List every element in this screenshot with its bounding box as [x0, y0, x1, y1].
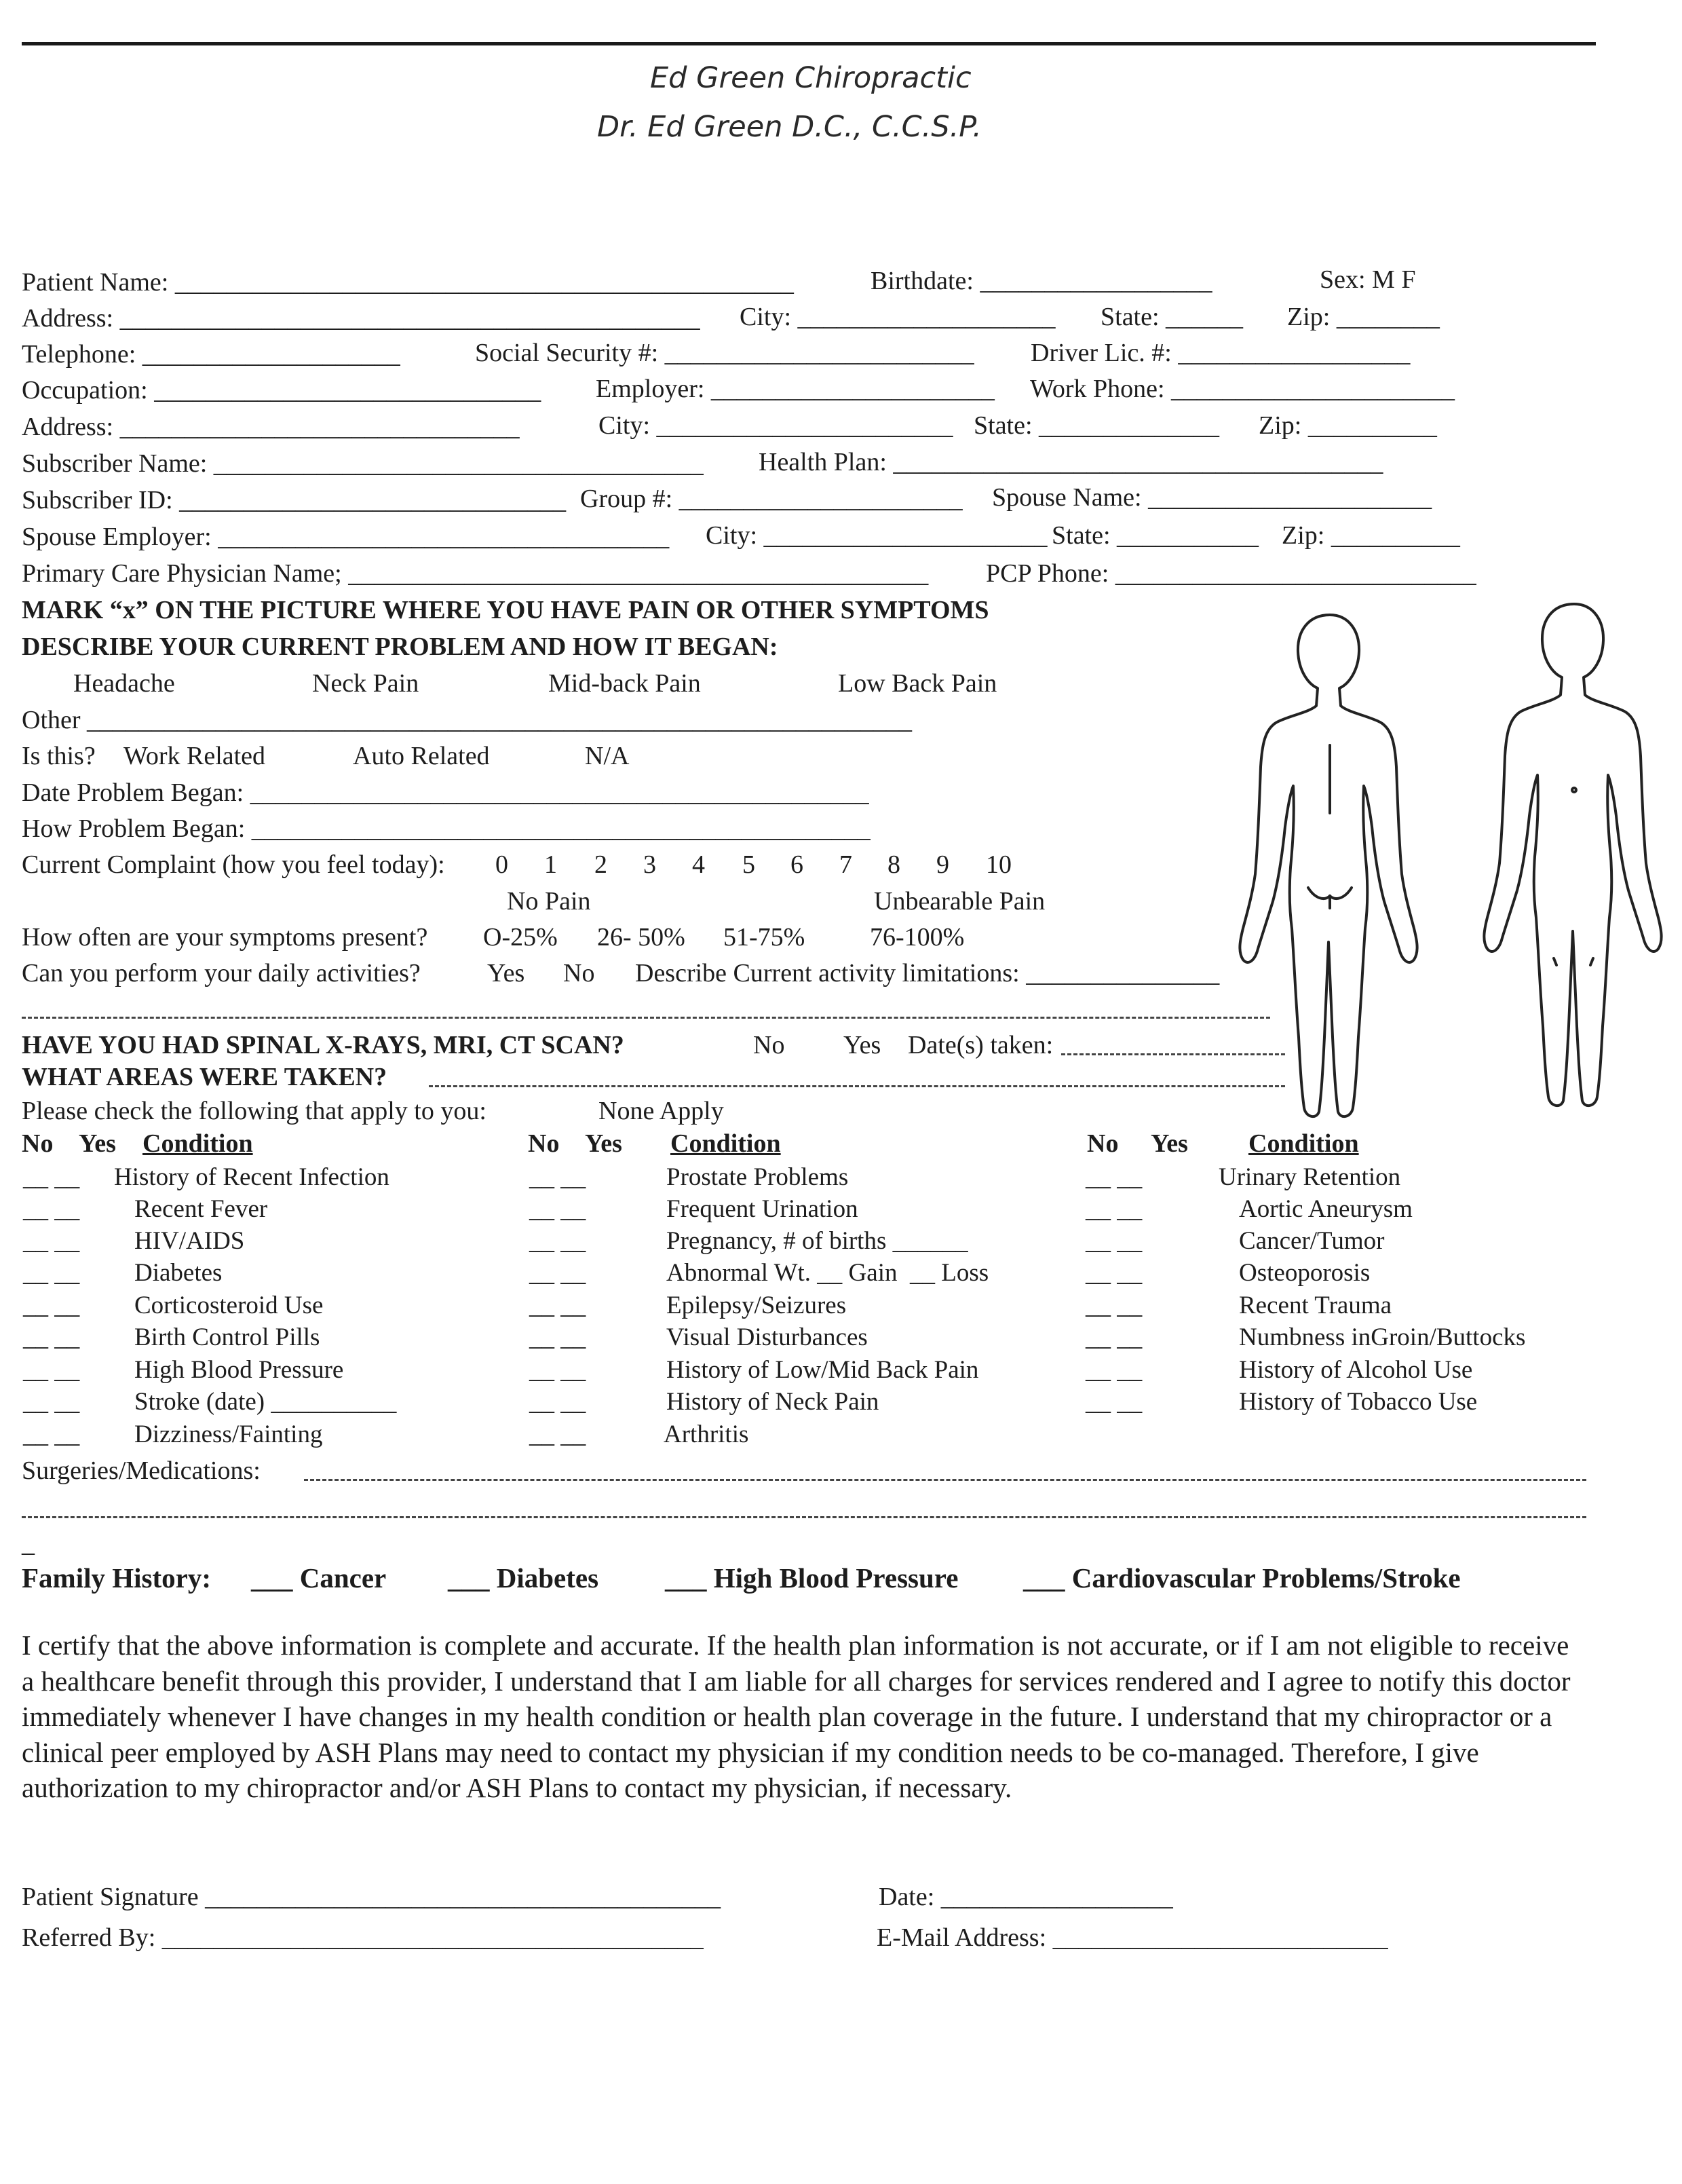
work-phone-field[interactable]: Work Phone: ______________________: [1030, 375, 1455, 403]
signature-date-field[interactable]: Date: __________________: [879, 1883, 1173, 1911]
scale-low-label: No Pain: [507, 887, 591, 916]
occupation-field[interactable]: Occupation: ______________________________: [22, 376, 541, 404]
col2-checkbox-pair[interactable]: __ __: [529, 1227, 586, 1255]
condition-pregnancy: Pregnancy, # of births ______: [666, 1227, 968, 1255]
scale-9[interactable]: 9: [936, 850, 949, 879]
body-diagram-back-icon[interactable]: [1228, 589, 1432, 1125]
current-complaint-label: Current Complaint (how you feel today):: [22, 850, 445, 879]
imaging-areas-heading: WHAT AREAS WERE TAKEN?: [22, 1063, 387, 1091]
spouse-state-field[interactable]: State: ___________: [1052, 521, 1259, 550]
col2-checkbox-pair[interactable]: __ __: [529, 1420, 586, 1448]
limitations-continuation-line[interactable]: [22, 1017, 1270, 1019]
condition-alcohol-use: History of Alcohol Use: [1239, 1356, 1473, 1384]
col3-checkbox-pair[interactable]: __ __: [1086, 1195, 1143, 1223]
condition-urinary-retention: Urinary Retention: [1219, 1163, 1401, 1191]
frequency-76-100[interactable]: 76-100%: [870, 923, 965, 952]
condition-arthritis: Arthritis: [664, 1420, 749, 1448]
col3-checkbox-pair[interactable]: __ __: [1086, 1292, 1143, 1319]
employer-field[interactable]: Employer: ______________________: [596, 375, 995, 403]
pcp-phone-field[interactable]: PCP Phone: ____________________________: [986, 559, 1476, 588]
other-field[interactable]: Other ________________________________________________________________: [22, 706, 913, 734]
option-neck-pain[interactable]: Neck Pain: [312, 669, 419, 698]
daily-yes-option[interactable]: Yes: [487, 959, 525, 987]
option-low-back-pain[interactable]: Low Back Pain: [838, 669, 997, 698]
condition-tobacco-use: History of Tobacco Use: [1239, 1388, 1478, 1416]
col3-checkbox-pair[interactable]: __ __: [1086, 1259, 1143, 1287]
address-field[interactable]: Address: _____________________________________________: [22, 304, 700, 333]
imaging-dates-label: Date(s) taken:: [908, 1031, 1054, 1059]
col3-checkbox-pair[interactable]: __ __: [1086, 1163, 1143, 1191]
condition-cancer-tumor: Cancer/Tumor: [1239, 1227, 1385, 1255]
top-rule: [22, 42, 1596, 45]
scale-1[interactable]: 1: [544, 850, 557, 879]
surgeries-medications-label: Surgeries/Medications:: [22, 1456, 261, 1485]
health-plan-field[interactable]: Health Plan: ______________________________________: [759, 448, 1383, 476]
col3-checkbox-pair[interactable]: __ __: [1086, 1356, 1143, 1384]
col1-checkbox-pair[interactable]: __ __: [23, 1259, 80, 1287]
scale-10[interactable]: 10: [986, 850, 1012, 879]
how-problem-began-field[interactable]: How Problem Began: ________________________________________________: [22, 814, 871, 843]
col2-checkbox-pair[interactable]: __ __: [529, 1259, 586, 1287]
condition-prostate-problems: Prostate Problems: [666, 1163, 849, 1191]
birthdate-field[interactable]: Birthdate: __________________: [871, 267, 1212, 295]
scale-high-label: Unbearable Pain: [874, 887, 1046, 916]
scale-6[interactable]: 6: [790, 850, 803, 879]
col1-checkbox-pair[interactable]: __ __: [23, 1163, 80, 1191]
driver-lic-field[interactable]: Driver Lic. #: __________________: [1031, 339, 1411, 367]
sex-field[interactable]: Sex: M F: [1320, 265, 1416, 294]
family-history-high-blood-pressure[interactable]: ___ High Blood Pressure: [665, 1562, 959, 1594]
condition-neck-pain-history: History of Neck Pain: [666, 1388, 879, 1416]
condition-diabetes: Diabetes: [134, 1259, 223, 1287]
col1-checkbox-pair[interactable]: __ __: [23, 1420, 80, 1448]
spouse-name-field[interactable]: Spouse Name: ______________________: [992, 483, 1432, 512]
condition-corticosteroid-use: Corticosteroid Use: [134, 1292, 324, 1319]
condition-birth-control-pills: Birth Control Pills: [134, 1323, 320, 1351]
surgeries-medications-line[interactable]: [304, 1479, 1586, 1481]
ssn-field[interactable]: Social Security #: ________________________: [475, 339, 974, 367]
condition-aortic-aneurysm: Aortic Aneurysm: [1239, 1195, 1413, 1223]
zip-field[interactable]: Zip: ________: [1287, 303, 1440, 331]
col2-checkbox-pair[interactable]: __ __: [529, 1388, 586, 1416]
col2-checkbox-pair[interactable]: __ __: [529, 1323, 586, 1351]
condition-recent-fever: Recent Fever: [134, 1195, 268, 1223]
col2-checkbox-pair[interactable]: __ __: [529, 1292, 586, 1319]
col1-yes-header: Yes: [79, 1129, 116, 1158]
surgeries-medications-line-2[interactable]: [22, 1516, 1586, 1518]
condition-history-recent-infection: History of Recent Infection: [114, 1163, 389, 1191]
col3-checkbox-pair[interactable]: __ __: [1086, 1388, 1143, 1416]
family-history-cancer[interactable]: ___ Cancer: [251, 1562, 387, 1594]
frequency-0-25[interactable]: O-25%: [483, 923, 558, 952]
condition-hiv-aids: HIV/AIDS: [134, 1227, 245, 1255]
col3-yes-header: Yes: [1151, 1129, 1188, 1158]
scale-3[interactable]: 3: [643, 850, 656, 879]
employer-state-field[interactable]: State: ______________: [974, 411, 1220, 440]
spouse-employer-field[interactable]: Spouse Employer: ___________________________________: [22, 523, 670, 551]
imaging-areas-line[interactable]: [429, 1085, 1285, 1087]
col1-checkbox-pair[interactable]: __ __: [23, 1356, 80, 1384]
scale-4[interactable]: 4: [692, 850, 705, 879]
col1-condition-header: Condition: [142, 1129, 253, 1158]
scale-7[interactable]: 7: [839, 850, 852, 879]
condition-dizziness-fainting: Dizziness/Fainting: [134, 1420, 323, 1448]
employer-zip-field[interactable]: Zip: __________: [1259, 411, 1437, 440]
option-na[interactable]: N/A: [585, 742, 630, 770]
group-number-field[interactable]: Group #: ______________________: [580, 485, 963, 513]
imaging-yes-option[interactable]: Yes: [843, 1031, 881, 1059]
city-field[interactable]: City: ____________________: [740, 303, 1056, 331]
col2-checkbox-pair[interactable]: __ __: [529, 1163, 586, 1191]
col1-checkbox-pair[interactable]: __ __: [23, 1227, 80, 1255]
activity-limitations-field[interactable]: Describe Current activity limitations: _______________: [635, 959, 1220, 987]
scale-2[interactable]: 2: [594, 850, 607, 879]
patient-signature-field[interactable]: Patient Signature ________________________________________: [22, 1883, 721, 1911]
doctor-name: Dr. Ed Green D.C., C.C.S.P.: [597, 110, 982, 144]
employer-address-field[interactable]: Address: _______________________________: [22, 413, 520, 441]
col2-condition-header: Condition: [670, 1129, 781, 1158]
col2-no-header: No: [528, 1129, 560, 1158]
spouse-zip-field[interactable]: Zip: __________: [1282, 521, 1460, 550]
family-history-label: Family History:: [22, 1562, 211, 1594]
col3-checkbox-pair[interactable]: __ __: [1086, 1227, 1143, 1255]
col2-checkbox-pair[interactable]: __ __: [529, 1195, 586, 1223]
condition-recent-trauma: Recent Trauma: [1239, 1292, 1392, 1319]
col3-condition-header: Condition: [1248, 1129, 1359, 1158]
trailing-mark: _: [22, 1529, 35, 1558]
date-problem-began-field[interactable]: Date Problem Began: ________________________________________________: [22, 778, 869, 807]
mark-symptoms-heading: MARK “x” ON THE PICTURE WHERE YOU HAVE PAIN OR OTHER SYMPTOMS: [22, 596, 989, 624]
none-apply-option[interactable]: None Apply: [598, 1097, 724, 1125]
family-history-cardiovascular[interactable]: ___ Cardiovascular Problems/Stroke: [1023, 1562, 1461, 1594]
scale-5[interactable]: 5: [742, 850, 755, 879]
option-mid-back-pain[interactable]: Mid-back Pain: [548, 669, 701, 698]
subscriber-name-field[interactable]: Subscriber Name: ______________________________________: [22, 449, 704, 478]
referred-by-field[interactable]: Referred By: __________________________________________: [22, 1923, 704, 1952]
col1-checkbox-pair[interactable]: __ __: [23, 1388, 80, 1416]
frequency-label: How often are your symptoms present?: [22, 923, 428, 952]
option-work-related[interactable]: Work Related: [123, 742, 266, 770]
option-headache[interactable]: Headache: [73, 669, 175, 698]
body-diagram-front-icon[interactable]: [1472, 578, 1676, 1114]
describe-problem-heading: DESCRIBE YOUR CURRENT PROBLEM AND HOW IT BEGAN:: [22, 633, 778, 661]
frequency-26-50[interactable]: 26- 50%: [597, 923, 685, 952]
telephone-field[interactable]: Telephone: ____________________: [22, 340, 400, 369]
state-field[interactable]: State: ______: [1101, 303, 1244, 331]
subscriber-id-field[interactable]: Subscriber ID: ______________________________: [22, 486, 567, 514]
conditions-intro: Please check the following that apply to you:: [22, 1097, 486, 1125]
col3-no-header: No: [1087, 1129, 1119, 1158]
daily-no-option[interactable]: No: [563, 959, 595, 987]
col1-checkbox-pair[interactable]: __ __: [23, 1323, 80, 1351]
imaging-no-option[interactable]: No: [753, 1031, 785, 1059]
col2-checkbox-pair[interactable]: __ __: [529, 1356, 586, 1384]
certification-paragraph: I certify that the above information is complete and accurate. If the health plan information is not accurate, or if I am not eligible to receive a healthcare benefit through this provider, I understand that I am liable for all charges for services rendered and I agree to notify this doctor immediately whenever I have changes in my health condition or health plan coverage in the future. I understand that my chiropractor or a clinical peer employed by ASH Plans may need to contact my physician if my condition needs to be co-managed. Therefore, I give authorization to my chiropractor and/or ASH Plans to contact my physician, if necessary.: [22, 1630, 1571, 1803]
clinic-name: Ed Green Chiropractic: [650, 61, 972, 95]
condition-high-blood-pressure: High Blood Pressure: [134, 1356, 344, 1384]
col2-yes-header: Yes: [585, 1129, 622, 1158]
condition-low-mid-back-pain: History of Low/Mid Back Pain: [666, 1356, 979, 1384]
option-auto-related[interactable]: Auto Related: [353, 742, 490, 770]
col1-checkbox-pair[interactable]: __ __: [23, 1292, 80, 1319]
col1-no-header: No: [22, 1129, 54, 1158]
employer-city-field[interactable]: City: _______________________: [598, 411, 953, 440]
condition-stroke: Stroke (date) __________: [134, 1388, 397, 1416]
frequency-51-75[interactable]: 51-75%: [723, 923, 805, 952]
scale-0[interactable]: 0: [495, 850, 508, 879]
col1-checkbox-pair[interactable]: __ __: [23, 1195, 80, 1223]
spouse-city-field[interactable]: City: ______________________: [706, 521, 1048, 550]
patient-name-field[interactable]: Patient Name: ________________________________________________: [22, 268, 794, 297]
email-address-field[interactable]: E-Mail Address: __________________________: [877, 1923, 1388, 1952]
is-this-label: Is this?: [22, 742, 96, 770]
scale-8[interactable]: 8: [887, 850, 900, 879]
condition-epilepsy-seizures: Epilepsy/Seizures: [666, 1292, 847, 1319]
condition-numbness: Numbness inGroin/Buttocks: [1239, 1323, 1526, 1351]
family-history-diabetes[interactable]: ___ Diabetes: [448, 1562, 599, 1594]
condition-abnormal-weight: Abnormal Wt. __ Gain __ Loss: [666, 1259, 989, 1287]
col3-checkbox-pair[interactable]: __ __: [1086, 1323, 1143, 1351]
condition-visual-disturbances: Visual Disturbances: [666, 1323, 868, 1351]
imaging-heading: HAVE YOU HAD SPINAL X-RAYS, MRI, CT SCAN?: [22, 1031, 624, 1059]
condition-frequent-urination: Frequent Urination: [666, 1195, 858, 1223]
daily-activities-label: Can you perform your daily activities?: [22, 959, 421, 987]
condition-osteoporosis: Osteoporosis: [1239, 1259, 1371, 1287]
pcp-name-field[interactable]: Primary Care Physician Name; _____________________________________________: [22, 559, 929, 588]
